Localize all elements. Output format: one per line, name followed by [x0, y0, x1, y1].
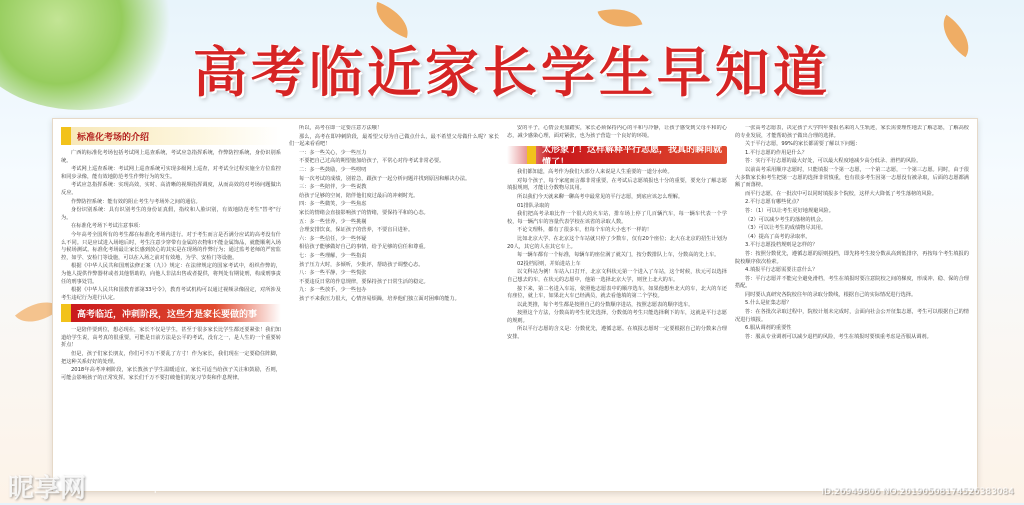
paragraph: 答：平行志愿并不能完全避免滑档，考生在填报时要注意院校之间的梯度，形成冲、稳、保的合理搭配。	[735, 275, 969, 290]
paragraph: 以前高考采用顺序志愿时，只能填报一个第一志愿，一个第二志愿，一个第三志愿。同时，由于很大多数家长和考生把第一志愿的选择非常慎重，也有很多考生因第一志愿没有被录取，后面的志愿都满额了而落榜。	[735, 166, 969, 189]
paragraph: 考试应急指挥系统：实现高效，实时、高清晰的视频指挥调度，从而高效的对考场问题做出反应。	[61, 182, 281, 196]
column-1	[61, 125, 281, 487]
heading-marker	[527, 146, 536, 164]
paragraph: 而平行志愿，在一批次中可以同时填报多个院校，这样大大降低了考生落榜的风险。	[745, 190, 937, 197]
paragraph: 3.平行志愿投档规则是怎样的？	[745, 242, 818, 249]
paragraph: 答：服从专业调剂可以减少退档的风险，考生在填报时要慎重考虑是否服从调剂。	[745, 333, 932, 340]
paragraph: 答：在各批次录取过程中，院校计划未完成时，会面向社会公开征集志愿，考生可以根据自己的情况进行填报。	[735, 309, 969, 323]
section-title: 太形象了！这样解释平行志愿，我真的瞬间就懂了！	[541, 145, 722, 169]
paragraph: 根据《中华人民共和国刑法修正案（九）》规定：在法律规定的国家考试中，组织作弊的，为他人提供作弊器材或者其他帮助的，向他人非法出售或者提供，将判处有期徒刑，构成刑事责任的刑事处罚。	[61, 263, 281, 285]
paragraph: 那么，高考在即冲刺阶段，最希望父母为自己做点什么，最不希望父母做什么呢？家长们一起来看看吧！	[289, 133, 499, 148]
paragraph: （4）提高了高考的录取率。	[745, 233, 811, 240]
section-heading-parents	[61, 304, 281, 322]
paragraph: 一是陪伴要到位，想必现在，家长不仅是学生，甚至于很多家长比学生都还要紧张！我们知道给学生说，高考真的很重要，可能是日前方法是公平的考试，没有之一，是人生的一个重要转折点！	[61, 327, 281, 349]
paragraph: 2.平行志愿有哪些优点？	[745, 199, 802, 206]
paragraph: 二：多一些鼓励，少一些唠叨	[299, 166, 367, 173]
paragraph: 给孩子足够的空间，陪伴他们度过最后的冲刺时光。	[299, 192, 419, 199]
paragraph: 接下来，第二名进入车站，依照他志愿表中的顺序选车，如果他想坐北大的车，北大的车还有座位，就上车，如果北大车已经满员，就去看他填的第二个学校。	[507, 285, 727, 300]
heading-marker	[61, 127, 71, 145]
column-2	[289, 125, 499, 487]
paragraph: 答：按照分数优先，遵循志愿的原则投档，即先将考生按分数从高到低排序，再按每个考生填报的院校顺序依次检索。	[735, 250, 969, 265]
paragraph: 以此类推，每个考生都是按照自己的分数顺序进站，按照志愿表的顺序选车。	[517, 301, 694, 308]
paragraph: 广西的标准化考场包括考试网上巡查系统，考试应急指挥系统，作弊防控系统，身份识别系统。	[61, 150, 281, 164]
paragraph: 不要违反日常的作息规律，要保持孩子日常生活的稳定。	[299, 278, 429, 285]
paragraph: 八：多一些平静，少一些慌张	[299, 270, 367, 277]
paragraph: 所以，高考在即一定要注意方法哦！	[299, 125, 383, 131]
column-4	[735, 125, 969, 487]
watermark-id: ID:26949806 NO:20190508174526383084	[821, 487, 1014, 497]
paragraph: 所以我们今天就来聊一聊高考中最常见的平行志愿，到底应该怎么理解。	[517, 193, 684, 200]
paragraph: 答：实行平行志愿的最大好处，可以最大程度地减少高分低录、滑档的风险。	[745, 158, 922, 165]
paragraph: 在标准化考场下考试注意事项：	[71, 223, 144, 230]
paragraph: 三：多一些陪伴，少一些说教	[299, 184, 367, 191]
paragraph: 七：多一些理解，少一些指责	[299, 252, 367, 259]
paragraph: 1.平行志愿的作用是什么？	[745, 149, 808, 156]
section-title: 高考临近，冲刺阶段，这些才是家长要做的事	[77, 309, 258, 320]
paragraph: （2）可以减少考生的落榜的机会。	[745, 216, 827, 223]
section-heading-parallel	[507, 145, 727, 169]
page-title: 高考临近家长学生早知道	[193, 40, 831, 104]
paragraph: 01排队录取的	[517, 202, 550, 209]
col1-text-a	[61, 150, 281, 302]
paragraph: 孩子压力大时，多倾听，少批评，帮助孩子调整心态。	[299, 261, 424, 268]
paragraph: 我们都知道，高考作为我们大部分人来说是人生重要的一道分水岭。	[517, 169, 673, 176]
paragraph: 关于平行志愿，99%的家长都需要了解以下问题：	[745, 141, 861, 148]
paragraph: 我们把高考录取比作一个很大的火车站，排车场上停了几百辆汽车，每一辆车代表一个学校，每一辆汽车的容量代表学校在该省的录取人数。	[507, 211, 727, 225]
paragraph: 2018年高考冲刺阶段，家长教孩子学生温暖适宜，家长可适当给孩子关注和鼓励，否则，可能会影响孩子的正常发挥。家长们千万不要打破他们的复习节奏和作息规律。	[61, 367, 281, 381]
paragraph: 按照这个方法，分数高的考生优先选择，分数低的考生只能选择剩下的车，这就是平行志愿的规则。	[507, 310, 727, 324]
paragraph: 五：多一些营养，少一些挑剔	[299, 218, 367, 225]
paragraph: 六：多一些信任，少一些怀疑	[299, 235, 367, 242]
watermark-logo: 昵享网	[8, 474, 87, 504]
paragraph: 所以平行志愿的含义是：分数优先，遵循志愿。在填报志愿时一定要根据自己的分数来合理安排。	[507, 326, 727, 341]
paragraph: 作弊防控系统：能有效的阻止考生与考场外之间的通信。	[71, 198, 201, 205]
paragraph: 九：多一些放手，少一些包办	[299, 287, 367, 294]
paragraph: 每一辆车都有一个标准，每辆车的座位满了就关门，按分数排队上车，分数高的先上车。	[517, 252, 720, 259]
section-title: 标准化考场的介绍	[77, 132, 150, 143]
paragraph: （3）可以让考生的成绩物尽其用。	[745, 225, 827, 232]
paragraph: 身份识别系统：具有识别考生的身份证真假，指纹和人脸识别，有效地防范考生"替考"行为。	[61, 207, 281, 221]
paragraph: 一：多一些关心，少一些压力	[299, 149, 367, 156]
paragraph: 02投档原则，并始进站上车	[517, 260, 581, 267]
paragraph: 合理安排饮食，保证孩子的营养，不要盲目进补。	[299, 227, 414, 234]
paragraph: 根据《中华人民共和国教育部第33号令》，教育考试机构可以通过视频录像固定，对所涉及考生违纪行为进行认定。	[61, 287, 281, 301]
heading-marker	[61, 304, 71, 322]
paragraph: 四：多一些微笑，少一些焦虑	[299, 201, 367, 208]
content-board	[52, 118, 978, 492]
paragraph: 4.填报平行志愿需要注意什么？	[745, 267, 818, 274]
paragraph: 答：（1）可以让考生更好地规避风险。	[745, 207, 834, 214]
paragraph: 今年高考全国所有的考生都在标准化考场内进行。对于考生而言是否满分应试的高考没有什么不同。只是应试进入场地后时，考生注意少穿带有金属的衣物和不能金属饰品，就能顺利入场与候场测试。标准化考场最让家长感到放心的其实是在现场的作弊行为；通过监考老师的严密监控，如学、安检门等设施，可以在入场之前对有效地，为学、安检门等设施。	[61, 231, 281, 261]
column-3	[507, 125, 727, 487]
paragraph: 不要把自己过高的期望施加给孩子，平常心对待考试非常必要。	[299, 158, 445, 165]
paragraph: 家长的情绪会直接影响孩子的情绪，要保持平和的心态。	[299, 209, 429, 216]
watermark-url: www.nipic.cn	[118, 483, 184, 494]
paragraph: 6.服从调剂的重要性	[745, 325, 792, 332]
paragraph: 每一次考试的成绩，别着急，跟孩子一起分析问题并找到原因和解决办法。	[299, 175, 471, 182]
paragraph: 孩子不来我压力很大，心情容易烦躁，培养他们独立面对困难的能力。	[299, 295, 460, 302]
paragraph: 不论文理科，都有了很多车，但每个车的大小也不一样的！	[517, 227, 652, 234]
paragraph: 比如北京大学、在北京这个车站就只停了少数车，仅有20个座位；北大在北京的招生计划为20人，其它的人在其它车上。	[507, 235, 727, 250]
col1-text-c	[61, 327, 281, 382]
paragraph: 但是，孩子们家长朋友，你们可不万不要乱了方寸！作为家长，我们现在一定要稳住阵脚，把这种关系好好的处理。	[61, 351, 281, 365]
paragraph: 同时要认真研究各院校往年的录取分数线，根据自己的实际情况进行选择。	[745, 291, 917, 298]
paragraph: 对每个孩子，每个家庭而言都非常重要，在考试后志愿填报也十分的重要，要充分了解志愿填报规则，才能让分数物尽其用。	[507, 177, 727, 192]
paragraph: 5.什么是征集志愿？	[745, 300, 792, 307]
paragraph: 考试网上巡查系统：考试网上巡查系统可实现多级网上巡查，对考试全过程实施全方位监控和同步录像，能有效地防范考生作弊行为的发生。	[61, 166, 281, 180]
paragraph: 安的平子，心情会更加踏实，家长必须保持内心的平和与冷静，让孩子感受到父母平和的心态，减少感染心理，面对紧张，也为孩子营造一个良好的环境。	[507, 125, 727, 139]
paragraph: 相信孩子能够做好自己的事情，给予足够的信任和尊重。	[299, 244, 429, 251]
paragraph: 以文科站为例！车站入口打开，北京文科状元第一个进入了车站，这个时候，状元可以选择自己想去的车，在状元的志愿中，他第一选择北京大学，则登上北大的车。	[507, 269, 727, 283]
section-heading-exam-room	[61, 127, 281, 145]
paragraph: 一张高考志愿表，决定孩子大学四年要报名来的人生轨迹，家长需要理性地去了解志愿，了解高校的专业发展，才能帮助孩子做出合理的选择。	[735, 125, 969, 139]
